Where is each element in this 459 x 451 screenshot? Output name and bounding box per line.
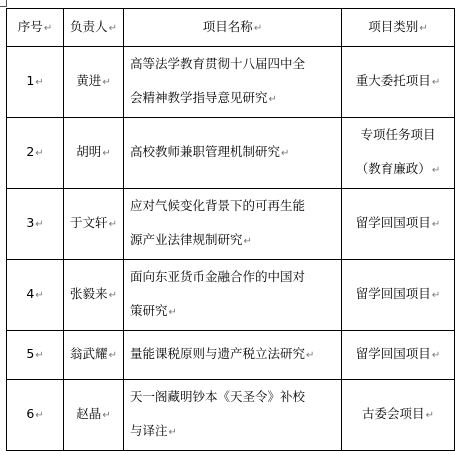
table-row (7, 189, 455, 260)
row-lead: 胡明 (76, 144, 102, 159)
table-header-row (7, 9, 455, 47)
row-num: 6 (26, 406, 35, 421)
corner-mark (0, 0, 7, 7)
paragraph-mark-icon: ↵ (253, 22, 263, 34)
table-row (7, 260, 455, 331)
row-lead-cell (64, 260, 124, 331)
paragraph-mark-icon: ↵ (281, 148, 290, 159)
paragraph-mark-icon: ↵ (108, 22, 117, 34)
row-name-line: 策研究 (130, 303, 168, 318)
table-row (7, 118, 455, 189)
paragraph-mark-icon: ↵ (168, 427, 177, 438)
row-lead: 黄进 (76, 73, 102, 88)
row-num: 4 (26, 286, 35, 301)
row-name-line: 与译注 (130, 423, 168, 438)
row-lead-cell (64, 331, 124, 380)
row-num: 5 (26, 346, 35, 361)
row-name-cell (124, 331, 342, 380)
row-num-cell (7, 260, 64, 331)
paragraph-mark-icon: ↵ (102, 77, 111, 88)
row-name-line: 源产业法律规制研究 (130, 232, 243, 247)
row-name-cell (124, 380, 342, 451)
row-lead-cell (64, 380, 124, 451)
header-name (124, 9, 342, 47)
row-num-cell (7, 331, 64, 380)
row-lead-cell (64, 47, 124, 118)
row-name-cell (124, 189, 342, 260)
project-table (6, 8, 455, 451)
row-category-cell (342, 380, 455, 451)
row-lead: 于文轩 (70, 215, 108, 230)
row-name-cell (124, 260, 342, 331)
header-num-text: 序号 (17, 18, 43, 34)
row-lead-cell (64, 189, 124, 260)
header-lead-text: 负责人 (70, 18, 108, 34)
row-name-cell (124, 118, 342, 189)
row-num-cell (7, 118, 64, 189)
row-category: 留学回国项目 (355, 286, 431, 301)
row-name-line: 应对气候变化背景下的可再生能 (130, 198, 306, 213)
row-lead: 赵晶 (76, 406, 102, 421)
paragraph-mark-icon: ↵ (108, 290, 117, 301)
paragraph-mark-icon: ↵ (102, 148, 111, 159)
paragraph-mark-icon: ↵ (108, 350, 117, 361)
paragraph-mark-icon: ↵ (35, 350, 44, 361)
paragraph-mark-icon: ↵ (35, 77, 44, 88)
row-name-line: 天一阁藏明钞本《天圣令》补校 (130, 389, 306, 404)
row-name-cell (124, 47, 342, 118)
row-lead: 张毅来 (70, 286, 108, 301)
row-category: 古委会项目 (362, 406, 425, 421)
paragraph-mark-icon: ↵ (268, 94, 277, 105)
header-name-text: 项目名称 (202, 18, 253, 34)
paragraph-mark-icon: ↵ (431, 165, 441, 176)
row-category: （教育廉政） (355, 161, 431, 176)
table-row (7, 380, 455, 451)
row-name-line: 高校教师兼职管理机制研究 (130, 144, 281, 159)
row-num-cell (7, 189, 64, 260)
row-category: 专项任务项目 (360, 127, 436, 142)
paragraph-mark-icon: ↵ (108, 219, 117, 230)
paragraph-mark-icon: ↵ (168, 307, 177, 318)
paragraph-mark-icon: ↵ (243, 236, 252, 247)
row-num-cell (7, 47, 64, 118)
row-category-cell (342, 47, 455, 118)
row-num: 2 (26, 144, 35, 159)
row-category-cell (342, 189, 455, 260)
row-category-cell (342, 118, 455, 189)
row-num: 3 (26, 215, 35, 230)
row-category: 留学回国项目 (355, 215, 431, 230)
row-name-line: 量能课税原则与遗产税立法研究 (130, 346, 306, 361)
row-category-cell (342, 331, 455, 380)
paragraph-mark-icon: ↵ (431, 219, 441, 230)
paragraph-mark-icon: ↵ (35, 290, 44, 301)
row-lead-cell (64, 118, 124, 189)
header-category (342, 9, 455, 47)
row-name-line: 高等法学教育贯彻十八届四中全 (130, 56, 306, 71)
table-row (7, 331, 455, 380)
row-lead: 翁武耀 (70, 346, 108, 361)
paragraph-mark-icon: ↵ (35, 148, 44, 159)
paragraph-mark-icon: ↵ (431, 350, 441, 361)
row-name-line: 面向东亚货币金融合作的中国对 (130, 269, 306, 284)
paragraph-mark-icon: ↵ (425, 410, 434, 421)
header-lead (64, 9, 124, 47)
paragraph-mark-icon: ↵ (43, 22, 53, 34)
header-category-text: 项目类别 (368, 18, 419, 34)
table-row (7, 47, 455, 118)
row-category: 留学回国项目 (355, 346, 431, 361)
paragraph-mark-icon: ↵ (35, 410, 44, 421)
row-num: 1 (26, 73, 35, 88)
paragraph-mark-icon: ↵ (306, 350, 315, 361)
paragraph-mark-icon: ↵ (35, 219, 44, 230)
row-category: 重大委托项目 (355, 73, 431, 88)
row-name-line: 会精神教学指导意见研究 (130, 90, 268, 105)
row-num-cell (7, 380, 64, 451)
paragraph-mark-icon: ↵ (102, 410, 111, 421)
paragraph-mark-icon: ↵ (419, 22, 428, 34)
paragraph-mark-icon: ↵ (431, 290, 441, 301)
row-category-cell (342, 260, 455, 331)
paragraph-mark-icon: ↵ (431, 77, 441, 88)
header-num (7, 9, 64, 47)
